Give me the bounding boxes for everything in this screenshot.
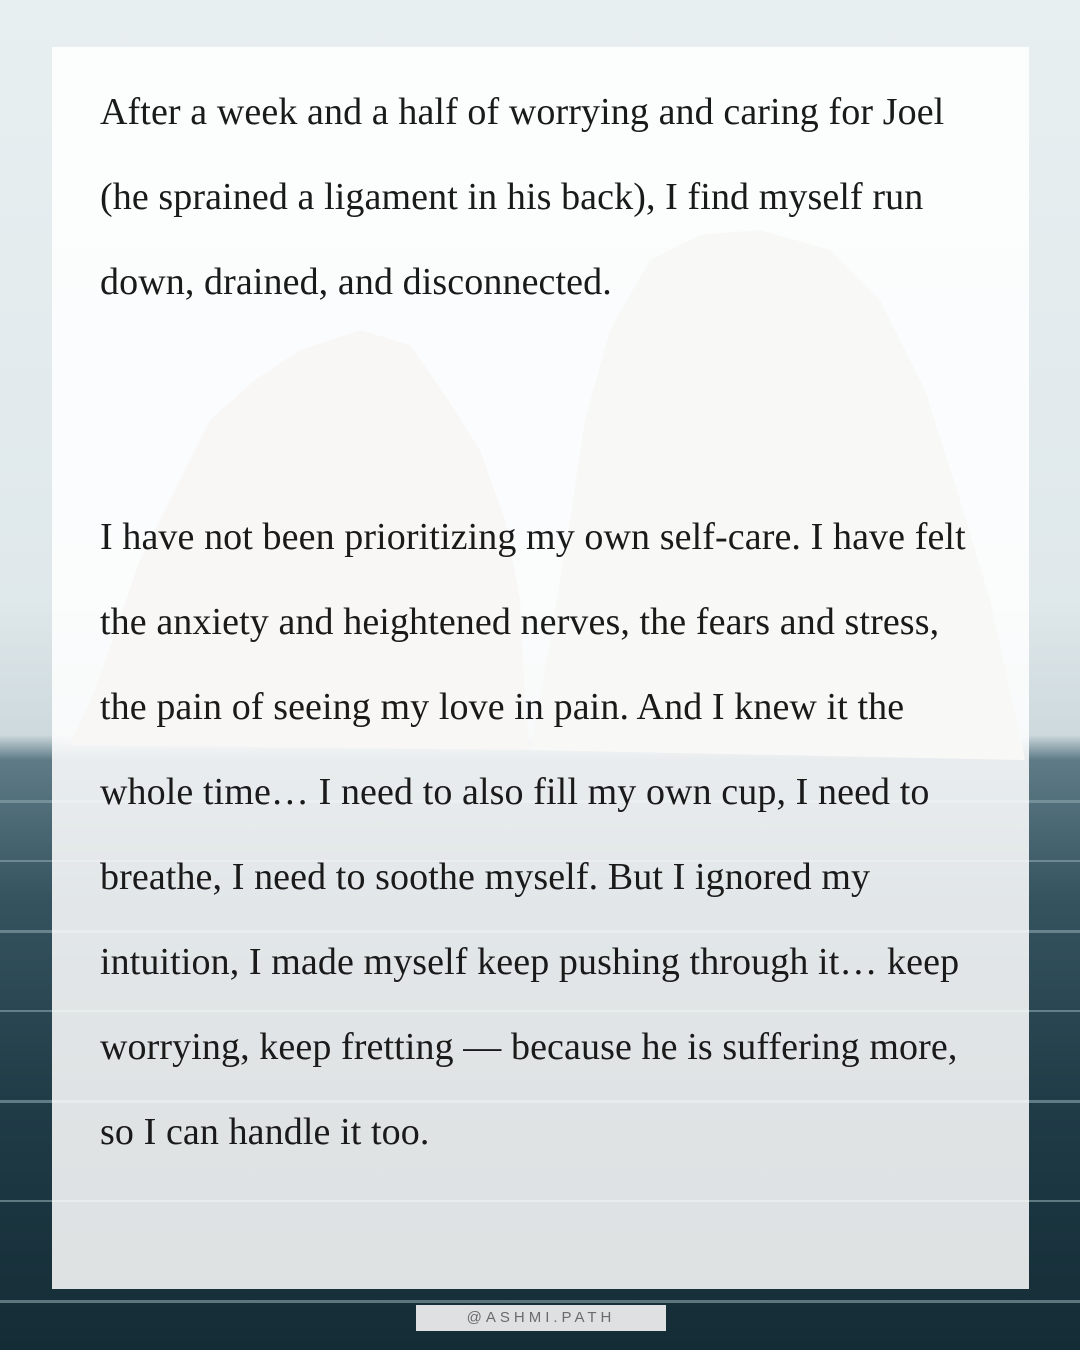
paragraph-intro: After a week and a half of worrying and caring for Joel (he sprained a ligament in his back), I find myself run down, drained, and disconnected. — [100, 91, 945, 303]
text-card — [52, 47, 1029, 1289]
author-handle: @ASHMI.PATH — [416, 1305, 666, 1331]
paragraph-reflection: I have not been prioritizing my own self-care. I have felt the anxiety and heightened nerves, the fears and stress, the pain of seeing my love in pain. And I knew it the whole time… I need to also fill my own cup, I need to breathe, I need to soothe myself. But I ignored my intuition, I made myself keep pushing through it… keep worrying, keep fretting — because he is suffering more, so I can handle it too. — [100, 516, 966, 1153]
